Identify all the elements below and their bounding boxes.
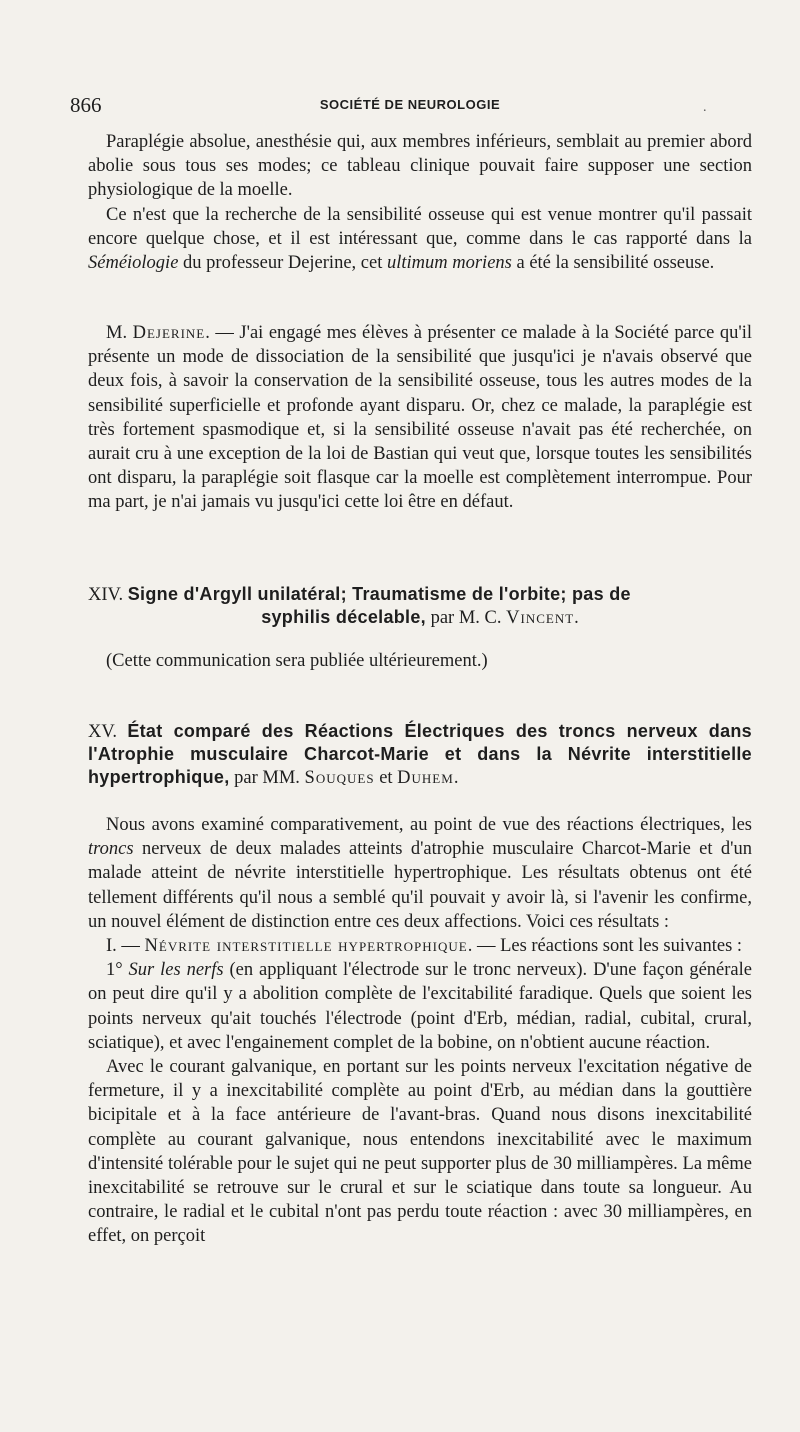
section-xiv-title: XIV. Signe d'Argyll unilatéral; Traumatisme de l'orbite; pas de syphilis décelable, par M. C. Vincent. [88, 584, 631, 628]
page-number: 866 [70, 93, 102, 117]
paragraph-sensibilite-osseuse: Ce n'est que la recherche de la sensibilité osseuse qui est venue montrer qu'il passait encore quelque chose, et il est intéressant que, comme dans le cas rapporté dans la Séméiologie du professeur Dejerine, cet ultimum moriens a été la sensibilité osseuse. [88, 204, 752, 274]
paragraph-nevrite: I. — Névrite interstitielle hypertrophique. — Les réactions sont les suivantes : [106, 936, 743, 957]
print-speck: . [703, 100, 707, 115]
page-header [70, 93, 750, 117]
author-name: Dejerine [132, 323, 206, 343]
paragraph-sur-les-nerfs: 1° Sur les nerfs (en appliquant l'électrode sur le tronc nerveux). D'une façon générale on peut dire qu'il y a abolition complète de l'excitabilité faradique. Quels que soient les points nerveux qu'ait touchés l'électrode (point d'Erb, médian, radial, cubital, crural, sciatique), et avec l'engainement complet de la bobine, on n'obtient aucune réaction. [88, 960, 752, 1053]
section-xv-title: XV. État comparé des Réactions Électriques des troncs nerveux dans l'Atrophie musculaire Charcot-Marie et dans la Névrite interstitielle hypertrophique, par MM. Souques et Duhem. [88, 721, 752, 788]
author-name: Duhem [397, 768, 454, 788]
subsection-heading: Névrite interstitielle hypertrophique [144, 936, 468, 957]
section-xiv-note: (Cette communication sera publiée ultérieurement.) [106, 651, 488, 671]
author-name: Vincent [506, 608, 575, 628]
section-number: XV. [88, 722, 117, 742]
paragraph-paraplegie: Paraplégie absolue, anesthésie qui, aux membres inférieurs, semblait au premier abord abolie sous tous ses modes; ce tableau clinique pouvait faire supposer une section physiologique de la moelle. Ce n'est que la recherche de la sensibilité osseuse qui est venue montrer qu'il passait encore quelque chose, et il est intéressant que, comme dans le cas rapporté dans la Séméiologie du professeur Dejerine, cet ultimum moriens a été la sensibilité osseuse. [88, 130, 752, 275]
author-name: Souques [304, 768, 375, 788]
running-head: SOCIÉTÉ DE NEUROLOGIE [319, 97, 501, 112]
section-number: XIV. [88, 585, 124, 605]
paragraph-dejerine: M. Dejerine. — J'ai engagé mes élèves à présenter ce malade à la Société parce qu'il présente un mode de dissociation de la sensibilité que jusqu'ici je n'avais observé que deux fois, à savoir la conservation de la sensibilité osseuse, tous les autres modes de la sensibilité superficielle et profonde ayant disparu. Or, chez ce malade, la paraplégie est très fortement spasmodique et, si la sensibilité osseuse n'avait pas été recherchée, on aurait cru à une exception de la loi de Bastian qui veut que, lorsque toutes les sensibilités ont disparu, la paraplégie soit flasque car la moelle est complètement interrompue. Pour ma part, je n'ai jamais vu jusqu'ici cette loi être en défaut. [88, 323, 752, 513]
paragraph-courant-galvanique: Avec le courant galvanique, en portant sur les points nerveux l'excitation négative de fermeture, il y a inexcitabilité complète au point d'Erb, au médian dans la gouttière bicipitale et à la face antérieure de l'avant-bras. Quand nous disons inexcitabilité complète au courant galvanique, nous entendons inexcitabilité avec le maximum d'intensité tolérable pour le sujet qui ne peut supporter plus de 30 milliampères. La même inexcitabilité se retrouve sur le crural et sur le sciatique dans toute sa longueur. Au contraire, le radial et le cubital n'ont pas perdu toute réaction : avec 30 milliampères, en effet, on perçoit [88, 1057, 752, 1247]
paragraph-comparaison: Nous avons examiné comparativement, au point de vue des réactions électriques, les troncs nerveux de deux malades atteints d'atrophie musculaire Charcot-Marie et d'un malade atteint de névrite interstitielle hypertrophique. Les résultats obtenus ont été tellement différents qu'il nous a semblé qu'il pouvait y avoir là, si l'avenir les confirme, un nouvel élément de distinction entre ces deux affections. Voici ces résultats : I. — Névrite interstitielle hypertrophique. — Les réactions sont les suivantes : 1° Sur les nerfs (en appliquant l'électrode sur le tronc nerveux). D'une façon générale on peut dire qu'il y a abolition complète de l'excitabilité faradique. Quels que soient les points nerveux qu'ait touchés l'électrode (point d'Erb, médian, radial, cubital, crural, sciatique), et avec l'engainement complet de la bobine, on n'obtient aucune réaction. Avec le courant galvanique, en portant sur les points nerveux l'excitation négative de fermeture, il y a inexcitabilité complète au point d'Erb, au médian dans la gouttière bicipitale et à la face antérieure de l'avant-bras. Quand nous disons inexcitabilité complète au courant galvanique, nous entendons inexcitabilité avec le maximum d'intensité tolérable pour le sujet qui ne peut supporter plus de 30 milliampères. La même inexcitabilité se retrouve sur le crural et sur le sciatique dans toute sa longueur. Au contraire, le radial et le cubital n'ont pas perdu toute réaction : avec 30 milliampères, en effet, on perçoit [88, 813, 752, 1249]
